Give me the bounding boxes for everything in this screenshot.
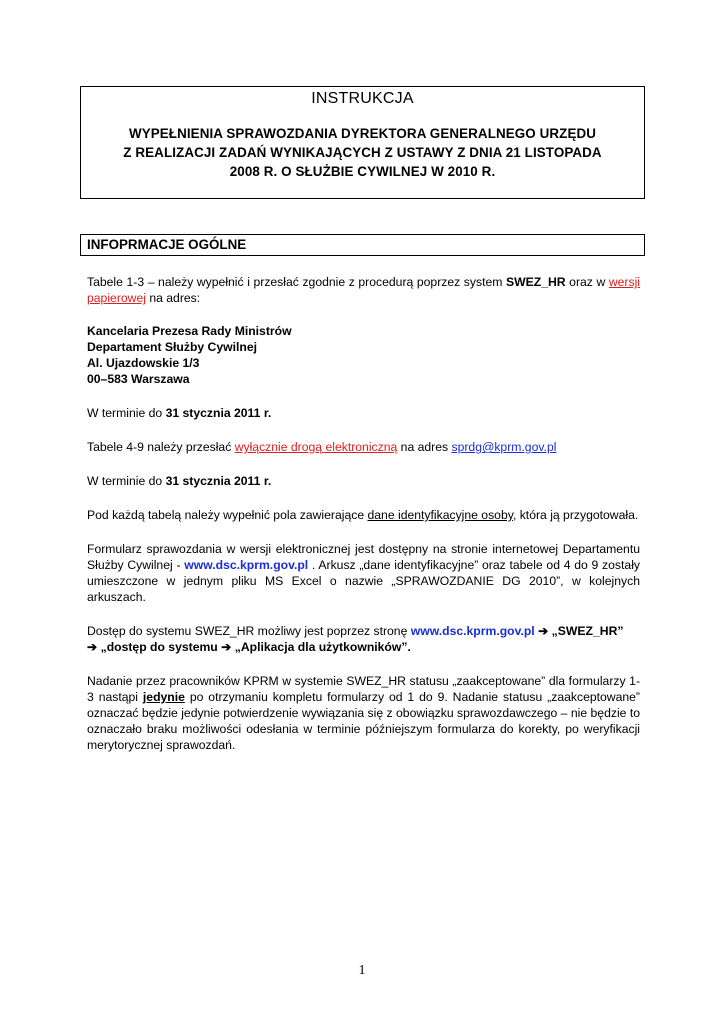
section-title: INFOPRMACJE OGÓLNE [87, 237, 247, 252]
deadline-1-date: 31 stycznia 2011 r. [165, 406, 272, 420]
paragraph-access: Dostęp do systemu SWEZ_HR możliwy jest poprzez stronę www.dsc.kprm.gov.pl ➔ „SWEZ_HR” ➔ „dostęp do systemu ➔ „Aplikacja dla użytkowników”. [87, 624, 624, 654]
document-subtitle [81, 124, 644, 181]
dsc-website-link-2[interactable]: www.dsc.kprm.gov.pl [410, 624, 535, 638]
subtitle-line-2: Z REALIZACJI ZADAŃ WYNIKAJĄCYCH Z USTAWY Z DNIA 21 LISTOPADA [123, 145, 602, 160]
title-box [80, 86, 645, 199]
paragraph-tables-4-9: Tabele 4-9 należy przesłać wyłącznie drogą elektroniczną na adres sprdg@kprm.gov.pl [87, 440, 557, 454]
paragraph-identification: Pod każdą tabelą należy wypełnić pola zawierające dane identyfikacyjne osoby, która ją przygotowała. [87, 508, 639, 522]
electronic-only-link[interactable]: wyłącznie drogą elektroniczną [234, 440, 398, 454]
subtitle-line-3: 2008 R. O SŁUŻBIE CYWILNEJ W 2010 R. [229, 164, 496, 179]
section-header [80, 234, 645, 256]
address-block [87, 323, 640, 387]
dsc-website-link[interactable]: www.dsc.kprm.gov.pl [184, 558, 309, 572]
nav-step-swez: ➔ „SWEZ_HR” [534, 624, 624, 638]
paper-version-link[interactable]: wersji papierowej [87, 275, 640, 305]
deadline-1: W terminie do 31 stycznia 2011 r. [87, 406, 272, 420]
address-line-1: Kancelaria Prezesa Rady Ministrów [87, 324, 292, 338]
emphasis-only: jedynie [142, 690, 185, 704]
identification-data: dane identyfikacyjne osoby [367, 508, 513, 522]
address-line-3: Al. Ujazdowskie 1/3 [87, 356, 200, 370]
subtitle-line-1: WYPEŁNIENIA SPRAWOZDANIA DYREKTORA GENERALNEGO URZĘDU [128, 126, 597, 141]
paragraph-form: Formularz sprawozdania w wersji elektronicznej jest dostępny na stronie internetowej Departamentu Służby Cywilnej - www.dsc.kprm.gov.pl . Arkusz „dane identyfikacyjne” oraz tabele od 4 do 9 zostały umieszczone w jednym pliku MS Excel o nazwie „SPRAWOZDANIE DG 2010”, w kolejnych arkuszach. [87, 542, 640, 604]
paragraph-acceptance: Nadanie przez pracowników KPRM w systemie SWEZ_HR statusu „zaakceptowane” dla formularzy 1-3 nastąpi jedynie po otrzymaniu kompletu formularzy od 1 do 9. Nadanie statusu „zaakceptowane” oznaczać będzie jedynie potwierdzenie wywiązania się z obowiązku sprawozdawczego – nie będzie to oznaczało braku możliwości odesłania w terminie późniejszym formularza do korekty, po weryfikacji merytorycznej sprawozdań. [87, 674, 640, 752]
deadline-2: W terminie do 31 stycznia 2011 r. [87, 474, 272, 488]
paragraph-tables-1-3: Tabele 1-3 – należy wypełnić i przesłać zgodnie z procedurą poprzez system SWEZ_HR oraz w wersji papierowej na adres: [87, 275, 640, 305]
page-number: 1 [358, 963, 366, 978]
address-line-4: 00–583 Warszawa [87, 372, 190, 386]
nav-step-app: ➔ „Aplikacja dla użytkowników”. [217, 640, 411, 654]
document-title: INSTRUKCJA [311, 90, 414, 107]
system-name: SWEZ_HR [505, 275, 566, 289]
email-link[interactable]: sprdg@kprm.gov.pl [451, 440, 557, 454]
address-line-2: Departament Służby Cywilnej [87, 340, 257, 354]
document-body [87, 274, 640, 753]
nav-step-access: ➔ „dostęp do systemu [87, 640, 218, 654]
deadline-2-date: 31 stycznia 2011 r. [165, 474, 272, 488]
